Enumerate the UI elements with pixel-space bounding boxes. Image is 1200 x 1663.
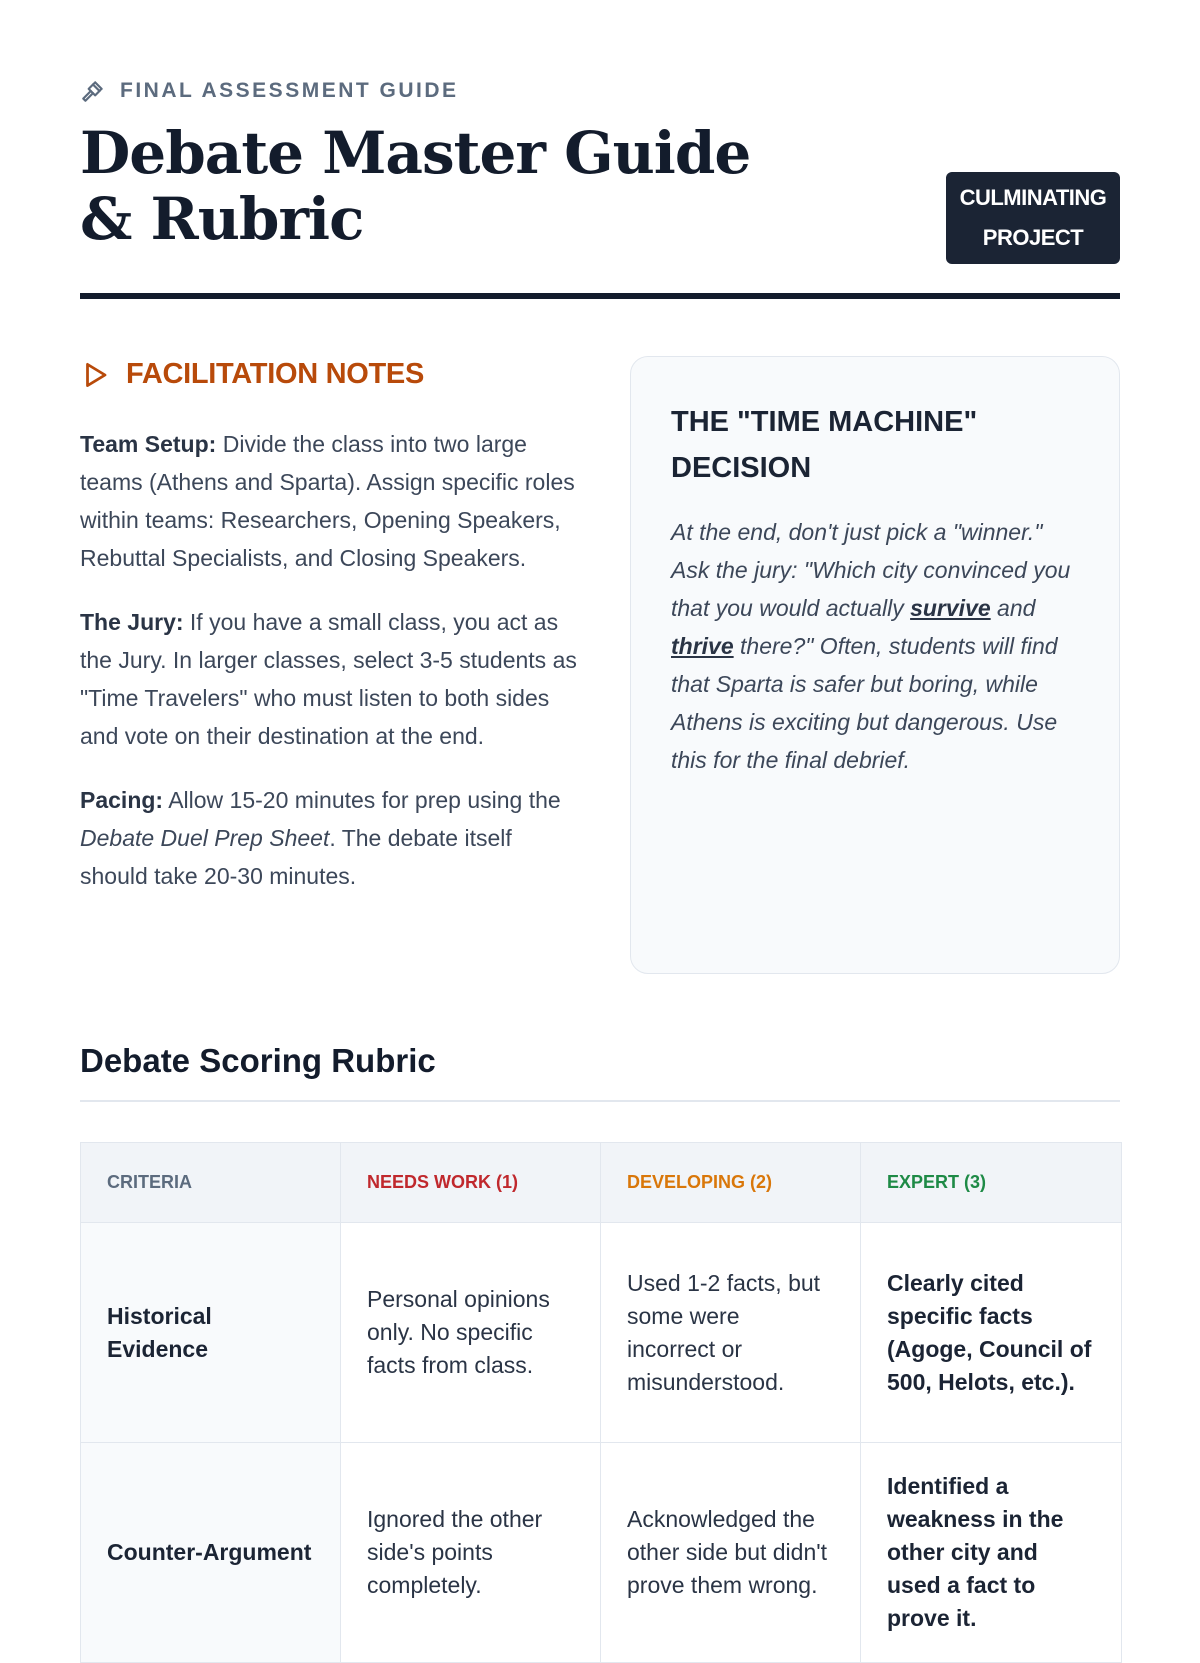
rubric-header-row bbox=[81, 1143, 1122, 1223]
eyebrow bbox=[80, 78, 459, 104]
note-label: Pacing: bbox=[80, 787, 164, 813]
card-text: At the end, don't just pick a "winner." Ask the jury: "Which city convinced you that you would actually bbox=[671, 519, 1071, 621]
header-divider bbox=[80, 293, 1120, 299]
play-icon bbox=[80, 360, 110, 390]
card-body bbox=[671, 513, 1079, 779]
col-header-expert: EXPERT (3) bbox=[861, 1143, 1122, 1223]
project-badge: CULMINATING PROJECT bbox=[946, 172, 1120, 264]
criteria-cell: Historical Evidence bbox=[81, 1223, 341, 1443]
note-team-setup bbox=[80, 425, 580, 577]
note-text: Allow 15-20 minutes for prep using the bbox=[168, 787, 561, 813]
eyebrow-label: FINAL ASSESSMENT GUIDE bbox=[120, 79, 459, 102]
facilitation-notes bbox=[80, 358, 580, 921]
page-title: Debate Master Guide & Rubric bbox=[80, 119, 751, 253]
emphasis-thrive: thrive bbox=[671, 633, 734, 659]
note-text: . The debate itself should take 20-30 minutes. bbox=[80, 825, 512, 889]
developing-cell: Acknowledged the other side but didn't prove them wrong. bbox=[601, 1443, 861, 1663]
note-label: The Jury: bbox=[80, 609, 184, 635]
card-text: there?" Often, students will find that Sparta is safer but boring, while Athens is exciting but dangerous. Use this for the final debrief. bbox=[671, 633, 1058, 773]
note-text: If you have a small class, you act as the Jury. In larger classes, select 3-5 students as "Time Travelers" who must listen to both sides and vote on their destination at the end. bbox=[80, 609, 577, 749]
table-row bbox=[81, 1223, 1122, 1443]
needs-work-cell: Ignored the other side's points completely. bbox=[341, 1443, 601, 1663]
note-label: Team Setup: bbox=[80, 431, 217, 457]
col-header-criteria: CRITERIA bbox=[81, 1143, 341, 1223]
col-header-developing: DEVELOPING (2) bbox=[601, 1143, 861, 1223]
time-machine-card bbox=[630, 356, 1120, 974]
emphasis-survive: survive bbox=[910, 595, 991, 621]
table-row bbox=[81, 1443, 1122, 1663]
gavel-icon bbox=[80, 78, 106, 104]
note-pacing bbox=[80, 781, 580, 895]
rubric-table bbox=[80, 1142, 1122, 1663]
expert-cell: Clearly cited specific facts (Agoge, Council of 500, Helots, etc.). bbox=[861, 1223, 1122, 1443]
prep-sheet-title: Debate Duel Prep Sheet bbox=[80, 825, 330, 851]
note-text: Divide the class into two large teams (Athens and Sparta). Assign specific roles within teams: Researchers, Opening Speakers, Rebuttal Specialists, and Closing Speakers. bbox=[80, 431, 575, 571]
developing-cell: Used 1-2 facts, but some were incorrect or misunderstood. bbox=[601, 1223, 861, 1443]
notes-heading-label: FACILITATION NOTES bbox=[126, 358, 425, 390]
note-jury bbox=[80, 603, 580, 755]
needs-work-cell: Personal opinions only. No specific facts from class. bbox=[341, 1223, 601, 1443]
card-title: THE "TIME MACHINE" DECISION bbox=[671, 406, 978, 484]
col-header-needs-work: NEEDS WORK (1) bbox=[341, 1143, 601, 1223]
rubric-title: Debate Scoring Rubric bbox=[80, 1042, 436, 1079]
notes-heading bbox=[80, 358, 580, 391]
criteria-cell: Counter-Argument bbox=[81, 1443, 341, 1663]
expert-cell: Identified a weakness in the other city and used a fact to prove it. bbox=[861, 1443, 1122, 1663]
rubric-divider bbox=[80, 1100, 1120, 1102]
card-text: and bbox=[997, 595, 1036, 621]
